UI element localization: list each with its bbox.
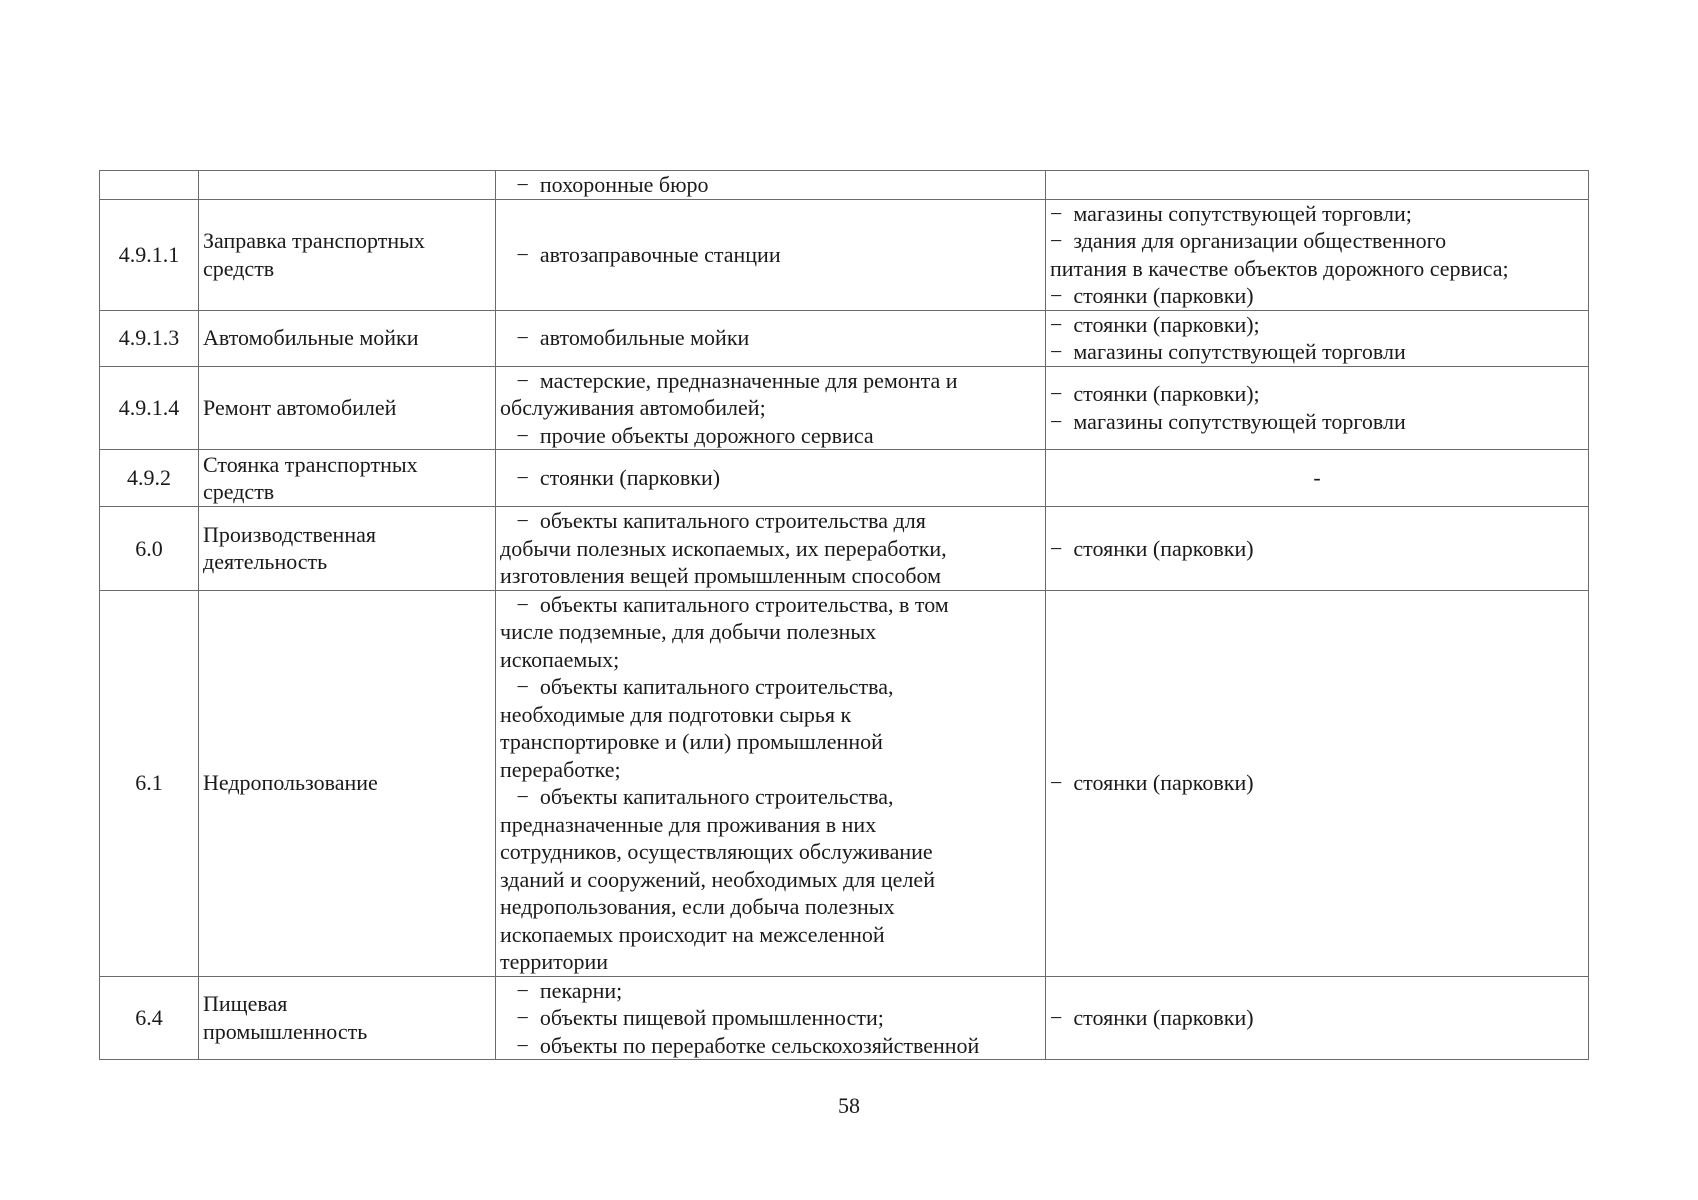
cell-text-line: сотрудников, осуществляющих обслуживание [500, 839, 933, 864]
table-row [100, 199, 1589, 310]
row-name-cell [199, 171, 496, 200]
row-main-uses-cell [496, 310, 1046, 366]
row-auxiliary-uses-cell [1046, 310, 1589, 366]
row-name-cell [199, 199, 496, 310]
cell-text-line: - [1313, 465, 1321, 491]
table-row [100, 507, 1589, 591]
cell-text-line: средств [203, 479, 275, 504]
cell-text-line: территории [500, 949, 609, 974]
cell-text-line: − объекты капитального строительства для [500, 508, 926, 533]
row-code-cell: 6.4 [100, 976, 199, 1060]
cell-text-line: − объекты капитального строительства, [500, 674, 894, 699]
row-auxiliary-uses-cell [1046, 976, 1589, 1060]
cell-text-line: − стоянки (парковки) [1050, 535, 1254, 561]
cell-text-line: Ремонт автомобилей [203, 395, 397, 420]
table-row [100, 590, 1589, 976]
row-main-uses-cell [496, 171, 1046, 200]
cell-text-line: необходимые для подготовки сырья к [500, 701, 852, 727]
cell-text-line: − похоронные бюро [500, 172, 709, 197]
cell-text-line: − здания для организации общественного [1050, 228, 1447, 253]
cell-text-line: − объекты капитального строительства, в том [500, 591, 949, 617]
cell-text-line: средств [203, 255, 275, 281]
row-name-cell [199, 366, 496, 450]
table-row [100, 310, 1589, 366]
cell-text-line: Заправка транспортных [203, 228, 425, 253]
page-number: 58 [838, 1093, 860, 1118]
row-code-cell: 4.9.1.1 [100, 199, 199, 310]
row-auxiliary-uses-cell [1046, 590, 1589, 976]
row-main-uses-cell [496, 450, 1046, 507]
table-row [100, 171, 1589, 200]
cell-text-line: зданий и сооружений, необходимых для целей [500, 866, 935, 892]
cell-text-line: деятельность [203, 549, 328, 575]
land-use-table [99, 170, 1589, 1060]
table-row [100, 976, 1589, 1060]
row-main-uses-cell [496, 507, 1046, 591]
cell-text-line: − стоянки (парковки) [1050, 770, 1254, 796]
cell-text-line: − стоянки (парковки); [1050, 381, 1260, 407]
row-auxiliary-uses-cell [1046, 366, 1589, 450]
row-main-uses-cell [496, 199, 1046, 310]
cell-text-line: − объекты капитального строительства, [500, 784, 894, 809]
cell-text-line: − прочие объекты дорожного сервиса [500, 422, 874, 448]
cell-text-line: − стоянки (парковки) [500, 465, 721, 491]
cell-text-line: − стоянки (парковки); [1050, 311, 1260, 337]
row-main-uses-cell [496, 366, 1046, 450]
cell-text-line: − мастерские, предназначенные для ремонта и [500, 367, 958, 393]
cell-text-line: изготовления вещей промышленным способом [500, 563, 942, 588]
table-row [100, 366, 1589, 450]
row-auxiliary-uses-cell [1046, 199, 1589, 310]
row-auxiliary-uses-cell [1046, 507, 1589, 591]
row-code-cell: 4.9.1.4 [100, 366, 199, 450]
cell-text-line: предназначенные для проживания в них [500, 811, 877, 837]
row-auxiliary-uses-cell [1046, 450, 1589, 507]
cell-text-line: недропользования, если добыча полезных [500, 894, 895, 919]
cell-text-line: Производственная [203, 521, 376, 547]
row-main-uses-cell [496, 976, 1046, 1060]
row-name-cell [199, 976, 496, 1060]
row-name-cell [199, 450, 496, 507]
row-name-cell [199, 310, 496, 366]
cell-text-line: Пищевая [203, 991, 288, 1017]
cell-text-line: ископаемых происходит на межселенной [500, 921, 885, 947]
row-code-cell [100, 171, 199, 200]
table-row [100, 450, 1589, 507]
cell-text-line: − магазины сопутствующей торговли [1050, 339, 1406, 364]
row-auxiliary-uses-cell [1046, 171, 1589, 200]
row-main-uses-cell [496, 590, 1046, 976]
cell-text-line: − магазины сопутствующей торговли [1050, 408, 1406, 434]
cell-text-line: − автомобильные мойки [500, 325, 750, 351]
cell-text-line: − объекты по переработке сельскохозяйственной [500, 1032, 980, 1058]
row-code-cell: 4.9.1.3 [100, 310, 199, 366]
row-code-cell: 6.1 [100, 590, 199, 976]
cell-text-line: числе подземные, для добычи полезных [500, 619, 877, 644]
cell-text-line: промышленность [203, 1018, 368, 1044]
row-code-cell: 6.0 [100, 507, 199, 591]
cell-text-line: Стоянка транспортных [203, 451, 418, 477]
row-name-cell [199, 590, 496, 976]
cell-text-line: − пекарни; [500, 977, 623, 1003]
cell-text-line: ископаемых; [500, 646, 620, 672]
cell-text-line: − стоянки (парковки) [1050, 283, 1254, 308]
cell-text-line: переработке; [500, 756, 621, 782]
cell-text-line: − автозаправочные станции [500, 241, 781, 267]
cell-text-line: питания в качестве объектов дорожного сервиса; [1050, 255, 1509, 281]
cell-text-line: Автомобильные мойки [203, 325, 419, 351]
cell-text-line: Недропользование [203, 770, 378, 796]
cell-text-line: − магазины сопутствующей торговли; [1050, 200, 1412, 226]
cell-text-line: добычи полезных ископаемых, их переработки, [500, 535, 947, 561]
cell-text-line: − объекты пищевой промышленности; [500, 1005, 884, 1030]
table-body [100, 171, 1589, 1060]
cell-text-line: − стоянки (парковки) [1050, 1005, 1254, 1030]
row-code-cell: 4.9.2 [100, 450, 199, 507]
cell-text-line: обслуживания автомобилей; [500, 395, 766, 420]
cell-text-line: транспортировке и (или) промышленной [500, 729, 883, 754]
row-name-cell [199, 507, 496, 591]
